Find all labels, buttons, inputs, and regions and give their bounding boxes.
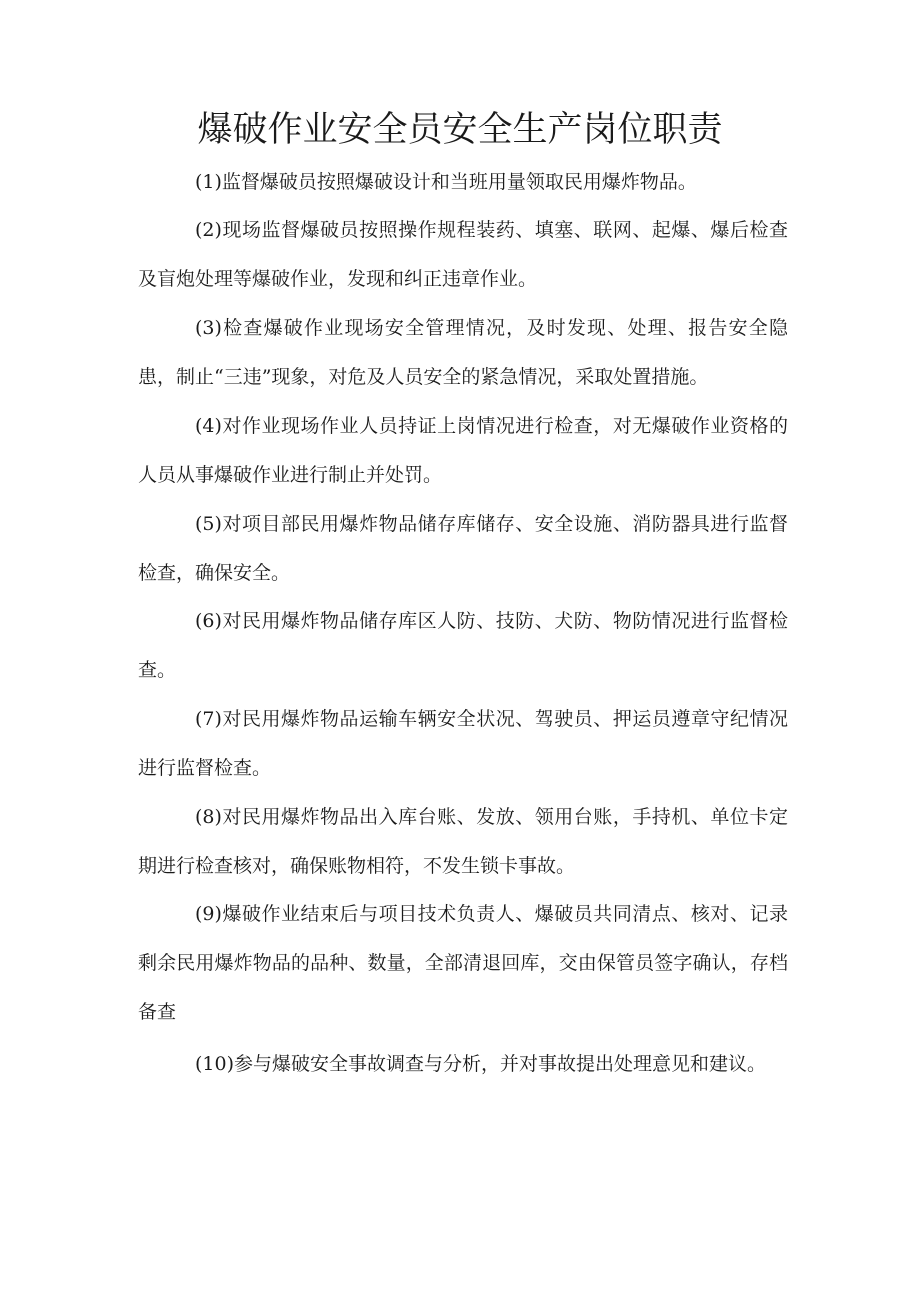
item-number: (7) xyxy=(195,708,222,730)
item-number: (6) xyxy=(195,610,222,632)
item-text: 对民用爆炸物品储存库区人防、技防、犬防、物防情况进行监督检查。 xyxy=(138,610,788,681)
item-text: 现场监督爆破员按照操作规程装药、填塞、联网、起爆、爆后检查及盲炮处理等爆破作业，发现和纠正违章作业。 xyxy=(138,219,788,290)
item-number: (3) xyxy=(195,317,222,339)
document-title: 爆破作业安全员安全生产岗位职责 xyxy=(197,110,723,150)
item-text: 对项目部民用爆炸物品储存库储存、安全设施、消防器具进行监督检查，确保安全。 xyxy=(138,513,788,584)
item-text: 对作业现场作业人员持证上岗情况进行检查，对无爆破作业资格的人员从事爆破作业进行制止并处罚。 xyxy=(138,415,788,486)
item-number: (1) xyxy=(195,171,222,193)
item-text: 对民用爆炸物品出入库台账、发放、领用台账，手持机、单位卡定期进行检查核对，确保账物相符，不发生锁卡事故。 xyxy=(138,806,788,877)
duty-item-5 xyxy=(138,500,788,598)
duty-item-2 xyxy=(138,206,788,304)
item-text: 监督爆破员按照爆破设计和当班用量领取民用爆炸物品。 xyxy=(221,171,697,193)
duty-item-10 xyxy=(138,1037,788,1091)
item-number: (2) xyxy=(195,219,222,241)
duty-item-4 xyxy=(138,402,788,500)
duty-item-9 xyxy=(138,890,788,1037)
item-number: (9) xyxy=(195,903,222,925)
item-number: (10) xyxy=(195,1053,235,1075)
item-number: (5) xyxy=(195,513,222,535)
duty-item-3 xyxy=(138,304,788,402)
item-text: 对民用爆炸物品运输车辆安全状况、驾驶员、押运员遵章守纪情况进行监督检查。 xyxy=(138,708,788,779)
duty-item-1 xyxy=(138,158,788,207)
duty-item-7 xyxy=(138,695,788,793)
duty-item-8 xyxy=(138,793,788,891)
item-text: 爆破作业结束后与项目技术负责人、爆破员共同清点、核对、记录剩余民用爆炸物品的品种、数量，全部清退回库，交由保管员签字确认，存档备查 xyxy=(138,903,788,1023)
item-number: (4) xyxy=(195,415,222,437)
duty-item-6 xyxy=(138,597,788,695)
item-text: 参与爆破安全事故调查与分析，并对事故提出处理意见和建议。 xyxy=(234,1053,767,1075)
item-number: (8) xyxy=(195,806,222,828)
item-text: 检查爆破作业现场安全管理情况，及时发现、处理、报告安全隐患，制止“三违”现象，对危及人员安全的紧急情况，采取处置措施。 xyxy=(138,317,788,388)
